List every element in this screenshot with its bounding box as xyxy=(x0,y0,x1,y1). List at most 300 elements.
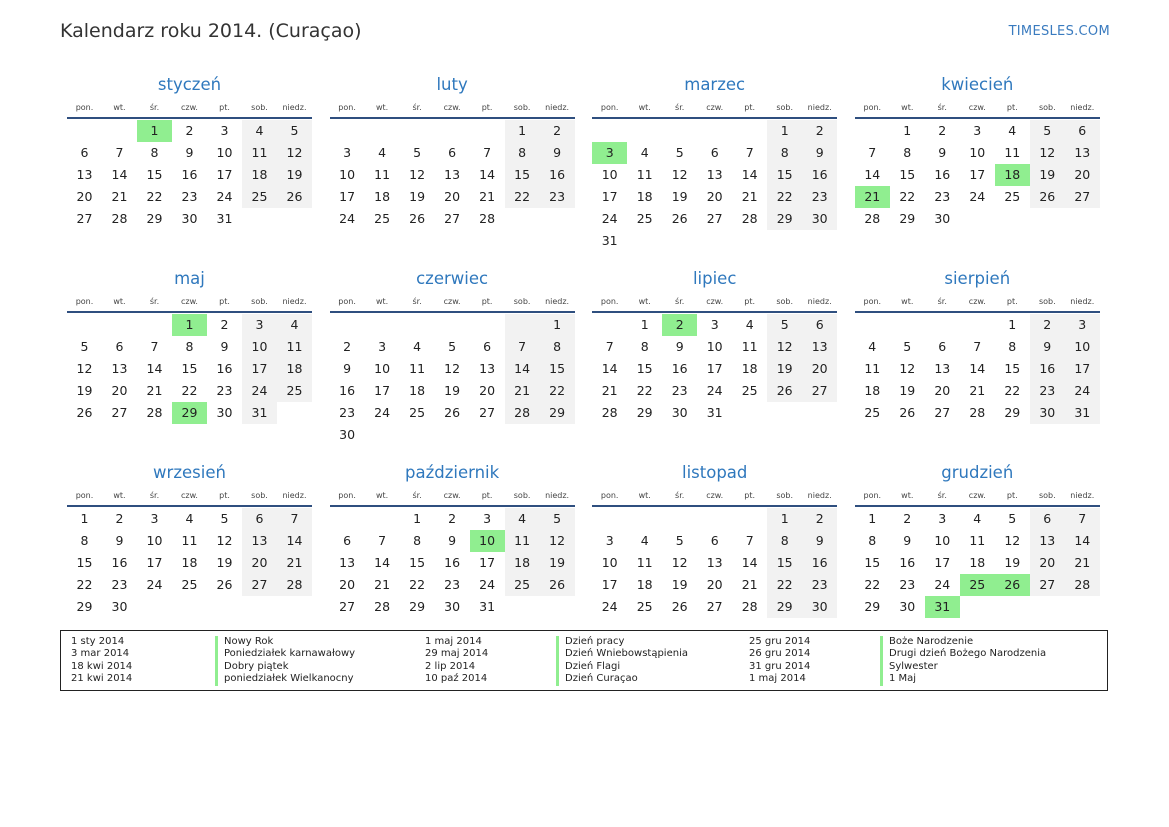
day-cell: 25 xyxy=(1004,189,1021,204)
day-cell: 12 xyxy=(671,555,688,570)
day-cell: 8 xyxy=(505,142,540,164)
empty-cell xyxy=(67,120,102,142)
day-cell: 24 xyxy=(1065,380,1100,402)
days-grid xyxy=(855,314,1100,424)
day-cell: 29 xyxy=(409,599,426,614)
weekday-label: czw. xyxy=(443,103,461,112)
legend-holiday-name: Boże Narodzenie xyxy=(880,636,1110,648)
day-cell: 20 xyxy=(111,383,128,398)
day-cell: 7 xyxy=(745,533,754,548)
day-cell: 26 xyxy=(76,405,93,420)
day-cell: 19 xyxy=(540,552,575,574)
day-cell: 15 xyxy=(540,358,575,380)
day-cell: 11 xyxy=(374,167,391,182)
day-cell: 18 xyxy=(864,383,881,398)
holiday-day: 1 xyxy=(137,120,172,142)
weekday-label: niedz. xyxy=(282,103,307,112)
day-cell: 14 xyxy=(277,530,312,552)
weekday-label: pon. xyxy=(75,297,94,306)
day-cell: 2 xyxy=(802,508,837,530)
day-cell: 28 xyxy=(111,211,128,226)
day-cell: 11 xyxy=(741,339,758,354)
day-cell: 11 xyxy=(1004,145,1021,160)
day-cell: 5 xyxy=(448,339,457,354)
day-cell: 26 xyxy=(277,186,312,208)
day-cell: 19 xyxy=(671,577,688,592)
day-cell: 3 xyxy=(378,339,387,354)
day-cell: 22 xyxy=(181,383,198,398)
day-cell: 6 xyxy=(483,339,492,354)
day-cell: 15 xyxy=(505,164,540,186)
day-cell: 8 xyxy=(1008,339,1017,354)
legend-date: 25 gru 2014 xyxy=(749,636,811,647)
day-cell: 15 xyxy=(767,552,802,574)
days-grid xyxy=(67,508,312,618)
day-cell: 30 xyxy=(1030,402,1065,424)
day-cell: 21 xyxy=(505,380,540,402)
day-cell: 23 xyxy=(216,383,233,398)
day-cell: 28 xyxy=(277,574,312,596)
weekday-label: czw. xyxy=(968,297,986,306)
day-cell: 9 xyxy=(1030,336,1065,358)
day-cell: 11 xyxy=(409,361,426,376)
legend-holiday-name: 1 Maj xyxy=(880,673,1110,685)
day-cell: 4 xyxy=(973,511,982,526)
weekday-label: śr. xyxy=(412,491,422,500)
day-cell: 8 xyxy=(767,142,802,164)
day-cell: 11 xyxy=(864,361,881,376)
day-cell: 9 xyxy=(802,530,837,552)
weekday-header xyxy=(855,486,1100,507)
day-cell: 28 xyxy=(601,405,618,420)
day-cell: 5 xyxy=(903,339,912,354)
day-cell: 17 xyxy=(1065,358,1100,380)
day-cell: 8 xyxy=(903,145,912,160)
days-grid xyxy=(67,120,312,230)
weekday-label: sob. xyxy=(776,491,794,500)
holiday-day: 25 xyxy=(960,574,995,596)
day-cell: 23 xyxy=(540,186,575,208)
days-grid xyxy=(592,508,837,618)
day-cell: 19 xyxy=(444,383,461,398)
day-cell: 26 xyxy=(899,405,916,420)
day-cell: 13 xyxy=(706,167,723,182)
weekday-label: śr. xyxy=(412,103,422,112)
day-cell: 18 xyxy=(741,361,758,376)
legend-date: 1 maj 2014 xyxy=(425,636,482,647)
empty-cell xyxy=(592,508,627,530)
empty-cell xyxy=(960,314,995,336)
weekday-label: czw. xyxy=(181,297,198,306)
day-cell: 13 xyxy=(111,361,128,376)
month-name: kwiecień xyxy=(941,75,1014,94)
day-cell: 13 xyxy=(802,336,837,358)
day-cell: 10 xyxy=(969,145,986,160)
month-5 xyxy=(67,266,312,460)
legend-holiday-name: Drugi dzień Bożego Narodzenia xyxy=(880,648,1110,660)
weekday-label: pt. xyxy=(481,103,493,112)
day-cell: 9 xyxy=(185,145,194,160)
holiday-day: 3 xyxy=(592,142,627,164)
day-cell: 21 xyxy=(479,189,496,204)
weekday-label: pt. xyxy=(219,297,230,306)
day-cell: 30 xyxy=(802,208,837,230)
days-grid xyxy=(592,120,837,252)
day-cell: 24 xyxy=(339,211,356,226)
day-cell: 2 xyxy=(448,511,457,526)
day-cell: 26 xyxy=(671,211,688,226)
month-3 xyxy=(592,72,837,266)
weekday-label: wt. xyxy=(638,103,651,112)
day-cell: 13 xyxy=(479,361,496,376)
day-cell: 6 xyxy=(938,339,947,354)
weekday-label: czw. xyxy=(443,297,461,306)
weekday-label: pon. xyxy=(338,491,356,500)
empty-cell xyxy=(855,120,890,142)
weekday-label: pt. xyxy=(1006,491,1018,500)
day-cell: 16 xyxy=(181,167,198,182)
day-cell: 10 xyxy=(706,339,723,354)
day-cell: 30 xyxy=(216,405,233,420)
month-4 xyxy=(855,72,1100,266)
weekday-label: wt. xyxy=(375,297,389,306)
weekday-label: niedz. xyxy=(545,297,570,306)
weekday-label: niedz. xyxy=(807,103,832,112)
day-cell: 5 xyxy=(675,145,684,160)
day-cell: 18 xyxy=(969,555,986,570)
empty-cell xyxy=(400,314,435,336)
day-cell: 16 xyxy=(339,383,356,398)
day-cell: 12 xyxy=(1030,142,1065,164)
day-cell: 6 xyxy=(710,533,719,548)
day-cell: 21 xyxy=(374,577,391,592)
weekday-label: niedz. xyxy=(1070,297,1095,306)
weekday-label: wt. xyxy=(638,297,651,306)
empty-cell xyxy=(67,314,102,336)
day-cell: 3 xyxy=(220,123,229,138)
weekday-label: pt. xyxy=(219,103,230,112)
day-cell: 14 xyxy=(479,167,496,182)
day-cell: 8 xyxy=(80,533,89,548)
legend-dates xyxy=(749,636,880,690)
day-cell: 28 xyxy=(741,211,758,226)
weekday-label: pon. xyxy=(600,103,619,112)
day-cell: 23 xyxy=(802,186,837,208)
weekday-label: sob. xyxy=(1038,103,1056,112)
holiday-day: 2 xyxy=(662,314,697,336)
day-cell: 11 xyxy=(636,167,653,182)
day-cell: 25 xyxy=(505,574,540,596)
days-grid xyxy=(330,314,575,446)
day-cell: 24 xyxy=(934,577,951,592)
day-cell: 30 xyxy=(181,211,198,226)
days-grid xyxy=(855,120,1100,230)
day-cell: 4 xyxy=(868,339,877,354)
day-cell: 17 xyxy=(706,361,723,376)
day-cell: 7 xyxy=(1065,508,1100,530)
day-cell: 10 xyxy=(242,336,277,358)
day-cell: 5 xyxy=(80,339,89,354)
day-cell: 26 xyxy=(540,574,575,596)
day-cell: 21 xyxy=(741,577,758,592)
day-cell: 8 xyxy=(413,533,422,548)
day-cell: 4 xyxy=(242,120,277,142)
day-cell: 3 xyxy=(710,317,719,332)
empty-cell xyxy=(732,508,767,530)
day-cell: 29 xyxy=(899,211,916,226)
day-cell: 1 xyxy=(903,123,912,138)
legend-date: 10 paź 2014 xyxy=(425,673,488,685)
day-cell: 17 xyxy=(146,555,163,570)
day-cell: 17 xyxy=(601,577,618,592)
empty-cell xyxy=(330,508,365,530)
day-cell: 25 xyxy=(636,211,653,226)
day-cell: 30 xyxy=(111,599,128,614)
day-cell: 17 xyxy=(479,555,496,570)
day-cell: 20 xyxy=(444,189,461,204)
weekday-label: czw. xyxy=(968,491,986,500)
day-cell: 15 xyxy=(181,361,198,376)
day-cell: 19 xyxy=(76,383,93,398)
page-title: Kalendarz roku 2014. (Curaçao) xyxy=(60,20,362,42)
day-cell: 26 xyxy=(671,599,688,614)
day-cell: 1 xyxy=(1008,317,1017,332)
day-cell: 3 xyxy=(343,145,352,160)
day-cell: 24 xyxy=(601,211,618,226)
weekday-label: śr. xyxy=(149,491,160,500)
day-cell: 1 xyxy=(413,511,422,526)
day-cell: 15 xyxy=(767,164,802,186)
days-grid xyxy=(855,508,1100,618)
day-cell: 1 xyxy=(80,511,89,526)
legend-holiday-name: Dobry piątek xyxy=(215,661,425,673)
day-cell: 11 xyxy=(277,336,312,358)
day-cell: 17 xyxy=(934,555,951,570)
day-cell: 7 xyxy=(868,145,877,160)
day-cell: 16 xyxy=(671,361,688,376)
weekday-header xyxy=(67,292,312,313)
day-cell: 28 xyxy=(479,211,496,226)
empty-cell xyxy=(365,508,400,530)
month-name: maj xyxy=(174,269,205,288)
weekday-label: pt. xyxy=(481,491,493,500)
weekday-header xyxy=(330,292,575,313)
day-cell: 4 xyxy=(505,508,540,530)
weekday-header xyxy=(592,292,837,313)
day-cell: 23 xyxy=(444,577,461,592)
day-cell: 17 xyxy=(339,189,356,204)
day-cell: 5 xyxy=(767,314,802,336)
day-cell: 12 xyxy=(1004,533,1021,548)
day-cell: 26 xyxy=(767,380,802,402)
weekday-label: niedz. xyxy=(545,103,570,112)
day-cell: 8 xyxy=(150,145,159,160)
weekday-label: niedz. xyxy=(1070,491,1095,500)
days-grid xyxy=(592,314,837,424)
day-cell: 14 xyxy=(741,555,758,570)
day-cell: 12 xyxy=(899,361,916,376)
day-cell: 7 xyxy=(605,339,614,354)
day-cell: 22 xyxy=(899,189,916,204)
day-cell: 22 xyxy=(146,189,163,204)
day-cell: 28 xyxy=(505,402,540,424)
day-cell: 19 xyxy=(671,189,688,204)
day-cell: 19 xyxy=(767,358,802,380)
day-cell: 18 xyxy=(636,577,653,592)
day-cell: 18 xyxy=(181,555,198,570)
day-cell: 2 xyxy=(1030,314,1065,336)
day-cell: 2 xyxy=(115,511,124,526)
holiday-day: 18 xyxy=(995,164,1030,186)
day-cell: 2 xyxy=(903,511,912,526)
weekday-label: czw. xyxy=(181,491,198,500)
weekday-label: pon. xyxy=(863,297,882,306)
day-cell: 5 xyxy=(1008,511,1017,526)
day-cell: 25 xyxy=(636,599,653,614)
day-cell: 18 xyxy=(277,358,312,380)
day-cell: 6 xyxy=(80,145,89,160)
empty-cell xyxy=(470,120,505,142)
day-cell: 20 xyxy=(479,383,496,398)
day-cell: 22 xyxy=(864,577,881,592)
day-cell: 5 xyxy=(413,145,422,160)
day-cell: 3 xyxy=(150,511,159,526)
day-cell: 16 xyxy=(899,555,916,570)
month-7 xyxy=(592,266,837,460)
day-cell: 11 xyxy=(181,533,198,548)
weekday-header xyxy=(67,486,312,507)
weekday-label: pt. xyxy=(1006,297,1018,306)
day-cell: 1 xyxy=(505,120,540,142)
day-cell: 5 xyxy=(220,511,229,526)
day-cell: 16 xyxy=(1030,358,1065,380)
weekday-header xyxy=(67,98,312,119)
day-cell: 12 xyxy=(540,530,575,552)
days-grid xyxy=(330,508,575,618)
day-cell: 5 xyxy=(277,120,312,142)
weekday-label: pt. xyxy=(219,491,230,500)
empty-cell xyxy=(505,314,540,336)
brand-link[interactable]: TIMESLES.COM xyxy=(1008,24,1110,39)
day-cell: 11 xyxy=(505,530,540,552)
weekday-label: sob. xyxy=(1038,297,1056,306)
day-cell: 6 xyxy=(343,533,352,548)
day-cell: 22 xyxy=(76,577,93,592)
weekday-label: czw. xyxy=(706,491,724,500)
day-cell: 21 xyxy=(601,383,618,398)
weekday-label: niedz. xyxy=(807,491,832,500)
weekday-label: sob. xyxy=(251,491,268,500)
day-cell: 26 xyxy=(409,211,426,226)
day-cell: 2 xyxy=(802,120,837,142)
day-cell: 15 xyxy=(864,555,881,570)
weekday-label: pon. xyxy=(863,103,882,112)
empty-cell xyxy=(470,314,505,336)
day-cell: 14 xyxy=(741,167,758,182)
empty-cell xyxy=(697,508,732,530)
day-cell: 27 xyxy=(1065,186,1100,208)
day-cell: 24 xyxy=(146,577,163,592)
day-cell: 15 xyxy=(409,555,426,570)
day-cell: 20 xyxy=(706,577,723,592)
weekday-header xyxy=(592,98,837,119)
weekday-label: śr. xyxy=(412,297,422,306)
day-cell: 10 xyxy=(934,533,951,548)
day-cell: 7 xyxy=(505,336,540,358)
day-cell: 3 xyxy=(242,314,277,336)
day-cell: 30 xyxy=(802,596,837,618)
weekday-label: sob. xyxy=(513,491,531,500)
day-cell: 7 xyxy=(483,145,492,160)
day-cell: 16 xyxy=(444,555,461,570)
day-cell: 4 xyxy=(413,339,422,354)
weekday-label: pt. xyxy=(744,491,756,500)
day-cell: 2 xyxy=(220,317,229,332)
day-cell: 21 xyxy=(146,383,163,398)
weekday-label: wt. xyxy=(113,491,126,500)
day-cell: 8 xyxy=(185,339,194,354)
day-cell: 6 xyxy=(1030,508,1065,530)
holiday-legend xyxy=(60,630,1108,691)
day-cell: 6 xyxy=(1065,120,1100,142)
weekday-label: sob. xyxy=(513,297,531,306)
day-cell: 27 xyxy=(934,405,951,420)
day-cell: 2 xyxy=(938,123,947,138)
legend-holiday-name: Poniedziałek karnawałowy xyxy=(215,648,425,660)
weekday-header xyxy=(592,486,837,507)
day-cell: 9 xyxy=(540,142,575,164)
weekday-label: niedz. xyxy=(1070,103,1095,112)
weekday-label: śr. xyxy=(675,103,685,112)
day-cell: 6 xyxy=(802,314,837,336)
day-cell: 27 xyxy=(1030,574,1065,596)
day-cell: 19 xyxy=(409,189,426,204)
month-name: listopad xyxy=(681,463,748,482)
empty-cell xyxy=(435,314,470,336)
day-cell: 11 xyxy=(969,533,986,548)
day-cell: 29 xyxy=(636,405,653,420)
day-cell: 2 xyxy=(343,339,352,354)
months-grid xyxy=(67,72,1103,654)
day-cell: 12 xyxy=(767,336,802,358)
weekday-label: niedz. xyxy=(807,297,832,306)
day-cell: 28 xyxy=(864,211,881,226)
day-cell: 1 xyxy=(767,120,802,142)
weekday-label: pon. xyxy=(75,491,94,500)
day-cell: 17 xyxy=(601,189,618,204)
weekday-label: wt. xyxy=(901,103,914,112)
weekday-label: niedz. xyxy=(282,491,307,500)
day-cell: 30 xyxy=(899,599,916,614)
weekday-label: czw. xyxy=(968,103,986,112)
day-cell: 22 xyxy=(767,186,802,208)
legend-date: 1 sty 2014 xyxy=(71,636,125,647)
day-cell: 15 xyxy=(899,167,916,182)
empty-cell xyxy=(330,314,365,336)
holiday-day: 21 xyxy=(855,186,890,208)
day-cell: 6 xyxy=(448,145,457,160)
month-1 xyxy=(67,72,312,266)
day-cell: 29 xyxy=(146,211,163,226)
weekday-label: wt. xyxy=(638,491,651,500)
month-name: grudzień xyxy=(941,463,1014,482)
day-cell: 24 xyxy=(601,599,618,614)
day-cell: 19 xyxy=(277,164,312,186)
weekday-label: pt. xyxy=(1006,103,1018,112)
legend-names xyxy=(215,636,425,690)
day-cell: 7 xyxy=(378,533,387,548)
day-cell: 16 xyxy=(216,361,233,376)
